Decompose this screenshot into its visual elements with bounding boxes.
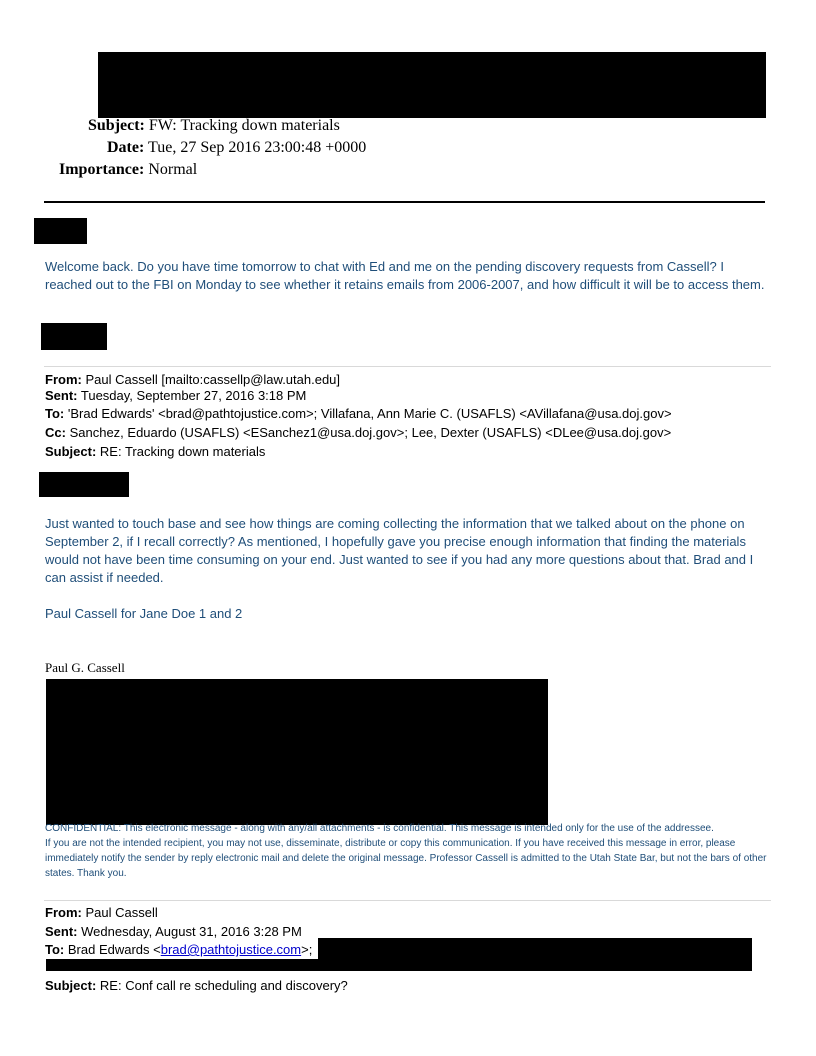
message1-body: Welcome back. Do you have time tomorrow to chat with Ed and me on the pending discovery requests from Cassell? I reached out to the FBI on Monday to see whether it retains emails from 2006-2007, and how difficult it will be to access them. [45, 259, 765, 292]
message2-subject-label: Subject: [45, 444, 97, 459]
message2-cc-value: Sanchez, Eduardo (USAFLS) <ESanchez1@usa.doj.gov>; Lee, Dexter (USAFLS) <DLee@usa.doj.gov> [69, 425, 672, 440]
message2-from-value: Paul Cassell [mailto:cassellp@law.utah.edu] [85, 372, 341, 387]
message2-to-line [45, 404, 672, 423]
redaction-greeting-2 [39, 472, 129, 497]
message3-sent-value: Wednesday, August 31, 2016 3:28 PM [81, 924, 302, 939]
message3-from-label: From: [45, 905, 82, 920]
importance-value: Normal [148, 161, 198, 178]
message2-to-label: To: [45, 406, 65, 421]
importance-label: Importance: [59, 161, 145, 178]
date-value: Tue, 27 Sep 2016 23:00:48 +0000 [148, 139, 367, 156]
message2-cc-label: Cc: [45, 425, 66, 440]
header-divider [44, 201, 765, 203]
message3-sent-line [45, 922, 302, 941]
message2-body: Just wanted to touch base and see how things are coming collecting the information that we talked about on the phone on September 2, if I recall correctly? As mentioned, I hopefully gave you precise enough information that finding the materials would not have been time consuming on your end. Just wanted to see if you had any more questions about that. Brad and I can assist if needed. [45, 516, 754, 585]
date-label: Date: [107, 139, 145, 156]
message2-sent-label: Sent: [45, 388, 78, 403]
message3-to-label: To: [45, 942, 65, 957]
subject-label: Subject: [88, 117, 145, 134]
email-subject-line [88, 116, 340, 136]
message3-from-value: Paul Cassell [85, 905, 158, 920]
email-importance-line [59, 160, 197, 180]
message3-to-suffix: >; [301, 942, 313, 957]
message2-sent-line [45, 386, 306, 405]
message3-to-line [45, 940, 312, 959]
redaction-signature-block [46, 679, 548, 825]
redaction-greeting-1 [34, 218, 87, 244]
message3-from-line [45, 903, 158, 922]
message2-cc-line [45, 423, 671, 442]
confidentiality-notice-first-line: CONFIDENTIAL: This electronic message - along with any/all attachments - is confidential. This message is intended only for the use of the addressee. [45, 823, 714, 834]
message3-subject-label: Subject: [45, 978, 97, 993]
message2-sent-value: Tuesday, September 27, 2016 3:18 PM [80, 388, 307, 403]
redaction-cc-line [46, 959, 752, 971]
message-separator-1 [44, 366, 771, 367]
confidentiality-notice: If you are not the intended recipient, you may not use, disseminate, distribute or copy this communication. If you have received this message in error, please immediately notify the sender by reply electronic mail and delete the original message. Professor Cassell is admitted to the Utah State Bar, but not the bars of other states. Thank you. [45, 838, 767, 879]
message2-subject-line [45, 442, 265, 461]
message2-subject-value: RE: Tracking down materials [99, 444, 266, 459]
message3-subject-value: RE: Conf call re scheduling and discovery? [99, 978, 348, 993]
redaction-signoff-1 [41, 323, 107, 350]
message-separator-2 [44, 900, 771, 901]
message2-closing: Paul Cassell for Jane Doe 1 and 2 [45, 606, 243, 621]
message3-to-prefix: Brad Edwards < [67, 942, 161, 957]
email-link-brad[interactable]: brad@pathtojustice.com [160, 942, 302, 957]
message2-from-label: From: [45, 372, 82, 387]
message3-sent-label: Sent: [45, 924, 78, 939]
signature-name: Paul G. Cassell [45, 660, 125, 675]
message3-subject-line [45, 976, 348, 995]
subject-value: FW: Tracking down materials [148, 117, 340, 134]
redaction-header-top [98, 52, 766, 118]
message2-to-value: 'Brad Edwards' <brad@pathtojustice.com>; Villafana, Ann Marie C. (USAFLS) <AVillafana@usa.doj.gov> [67, 406, 672, 421]
email-date-line [107, 138, 366, 158]
